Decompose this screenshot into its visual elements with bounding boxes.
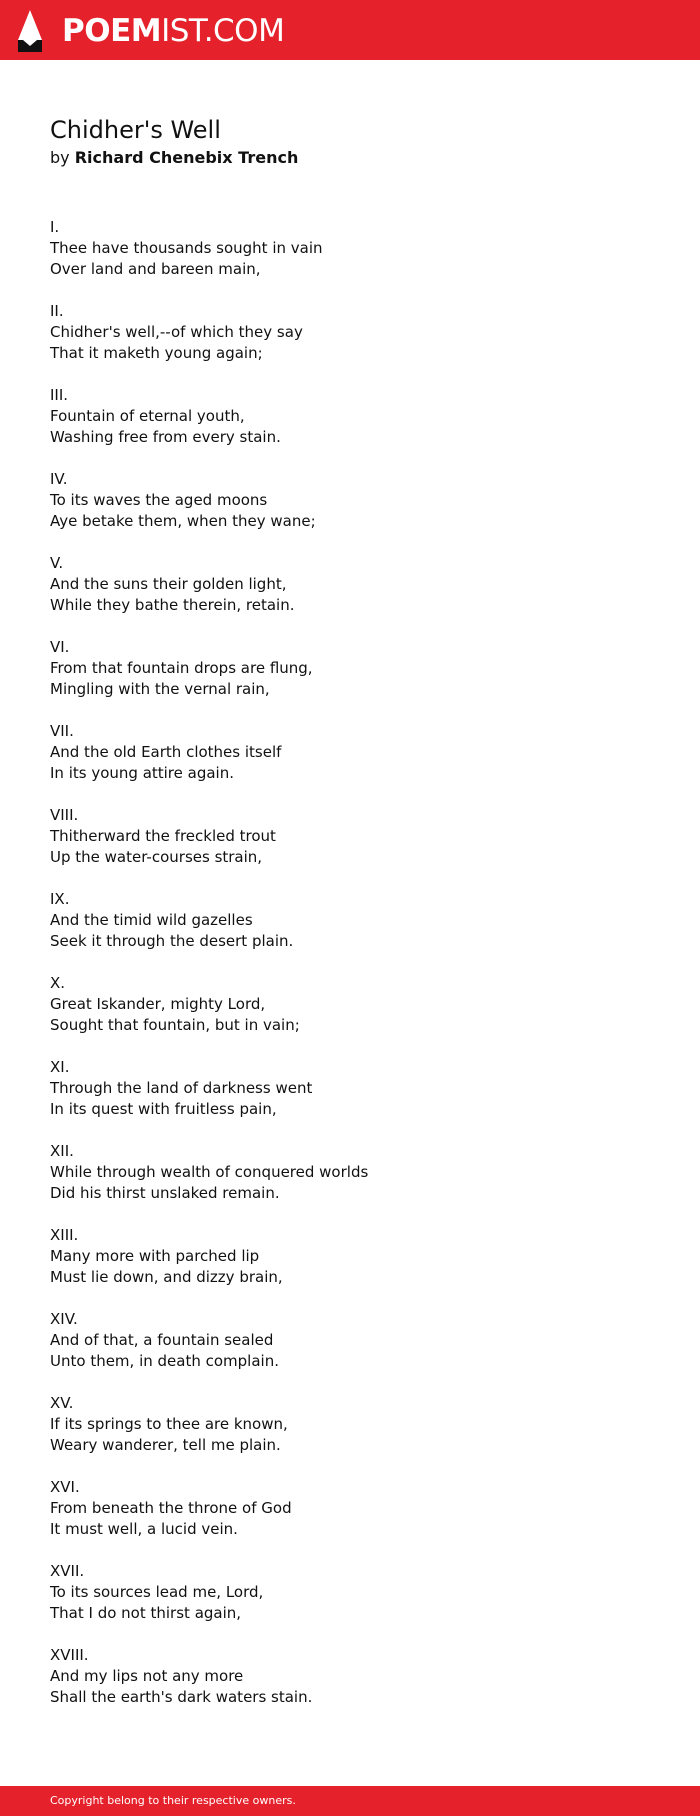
stanza — [50, 301, 650, 364]
byline-prefix: by — [50, 148, 70, 167]
stanza — [50, 721, 650, 784]
poem-line: And the old Earth clothes itself — [50, 743, 282, 761]
poem-line: Sought that fountain, but in vain; — [50, 1016, 300, 1034]
stanza-number: XIII. — [50, 1226, 79, 1244]
stanza — [50, 805, 650, 868]
poem-line: Must lie down, and dizzy brain, — [50, 1268, 283, 1286]
logo-text-light: IST.COM — [161, 13, 285, 49]
stanza-number: VI. — [50, 638, 70, 656]
byline — [50, 146, 298, 170]
poem-line: That it maketh young again; — [50, 344, 263, 362]
logo-text — [62, 10, 284, 52]
poem-line: Great Iskander, mighty Lord, — [50, 995, 266, 1013]
stanza-number: III. — [50, 386, 69, 404]
poem-line: Washing free from every stain. — [50, 428, 281, 446]
stanza — [50, 217, 650, 280]
stanza-number: XVI. — [50, 1478, 80, 1496]
stanza-number: X. — [50, 974, 66, 992]
poem-line: Aye betake them, when they wane; — [50, 512, 316, 530]
poem-line: Through the land of darkness went — [50, 1079, 313, 1097]
copyright-notice: Copyright belong to their respective owners. — [50, 1794, 296, 1807]
poem-body — [50, 217, 650, 1729]
stanza — [50, 1477, 650, 1540]
poem-line: Many more with parched lip — [50, 1247, 260, 1265]
poem-line: And my lips not any more — [50, 1667, 244, 1685]
logo-text-bold: POEM — [62, 13, 162, 49]
stanza-number: XII. — [50, 1142, 74, 1160]
poem-line: Unto them, in death complain. — [50, 1352, 279, 1370]
poem-line: From that fountain drops are flung, — [50, 659, 313, 677]
poem-line: Over land and bareen main, — [50, 260, 261, 278]
poem-line: While they bathe therein, retain. — [50, 596, 295, 614]
poem-title: Chidher's Well — [50, 116, 221, 144]
site-footer — [0, 1786, 700, 1816]
site-logo[interactable] — [18, 10, 284, 52]
site-header — [0, 0, 700, 60]
poem-line: Chidher's well,--of which they say — [50, 323, 303, 341]
stanza-number: I. — [50, 218, 60, 236]
stanza — [50, 553, 650, 616]
pen-nib-icon — [18, 10, 42, 52]
stanza — [50, 469, 650, 532]
poem-line: From beneath the throne of God — [50, 1499, 292, 1517]
poem-line: Thitherward the freckled trout — [50, 827, 276, 845]
stanza — [50, 1141, 650, 1204]
poem-line: Mingling with the vernal rain, — [50, 680, 270, 698]
poem-line: If its springs to thee are known, — [50, 1415, 288, 1433]
poem-line: Seek it through the desert plain. — [50, 932, 294, 950]
stanza — [50, 1057, 650, 1120]
poem-line: Thee have thousands sought in vain — [50, 239, 323, 257]
stanza — [50, 1393, 650, 1456]
poem-line: It must well, a lucid vein. — [50, 1520, 238, 1538]
poem-line: And the timid wild gazelles — [50, 911, 253, 929]
stanza — [50, 385, 650, 448]
stanza-number: IV. — [50, 470, 68, 488]
poem-line: While through wealth of conquered worlds — [50, 1163, 369, 1181]
stanza — [50, 1645, 650, 1708]
stanza-number: XI. — [50, 1058, 70, 1076]
poem-line: To its sources lead me, Lord, — [50, 1583, 264, 1601]
stanza-number: XVIII. — [50, 1646, 89, 1664]
stanza — [50, 973, 650, 1036]
poem-line: Weary wanderer, tell me plain. — [50, 1436, 281, 1454]
stanza-number: XV. — [50, 1394, 74, 1412]
poem-line: Up the water-courses strain, — [50, 848, 263, 866]
stanza-number: V. — [50, 554, 64, 572]
poem-line: And the suns their golden light, — [50, 575, 287, 593]
stanza-number: VII. — [50, 722, 74, 740]
poem-line: That I do not thirst again, — [50, 1604, 242, 1622]
stanza — [50, 889, 650, 952]
stanza — [50, 1561, 650, 1624]
poem-line: Did his thirst unslaked remain. — [50, 1184, 280, 1202]
stanza-number: XVII. — [50, 1562, 85, 1580]
stanza — [50, 1225, 650, 1288]
stanza-number: XIV. — [50, 1310, 78, 1328]
stanza-number: II. — [50, 302, 64, 320]
stanza — [50, 1309, 650, 1372]
poem-line: Shall the earth's dark waters stain. — [50, 1688, 313, 1706]
stanza-number: IX. — [50, 890, 70, 908]
poem-line: And of that, a fountain sealed — [50, 1331, 274, 1349]
stanza-number: VIII. — [50, 806, 79, 824]
poem-line: In its young attire again. — [50, 764, 234, 782]
stanza — [50, 637, 650, 700]
author-name: Richard Chenebix Trench — [74, 148, 299, 167]
poem-line: To its waves the aged moons — [50, 491, 268, 509]
poem-line: Fountain of eternal youth, — [50, 407, 245, 425]
poem-line: In its quest with fruitless pain, — [50, 1100, 277, 1118]
